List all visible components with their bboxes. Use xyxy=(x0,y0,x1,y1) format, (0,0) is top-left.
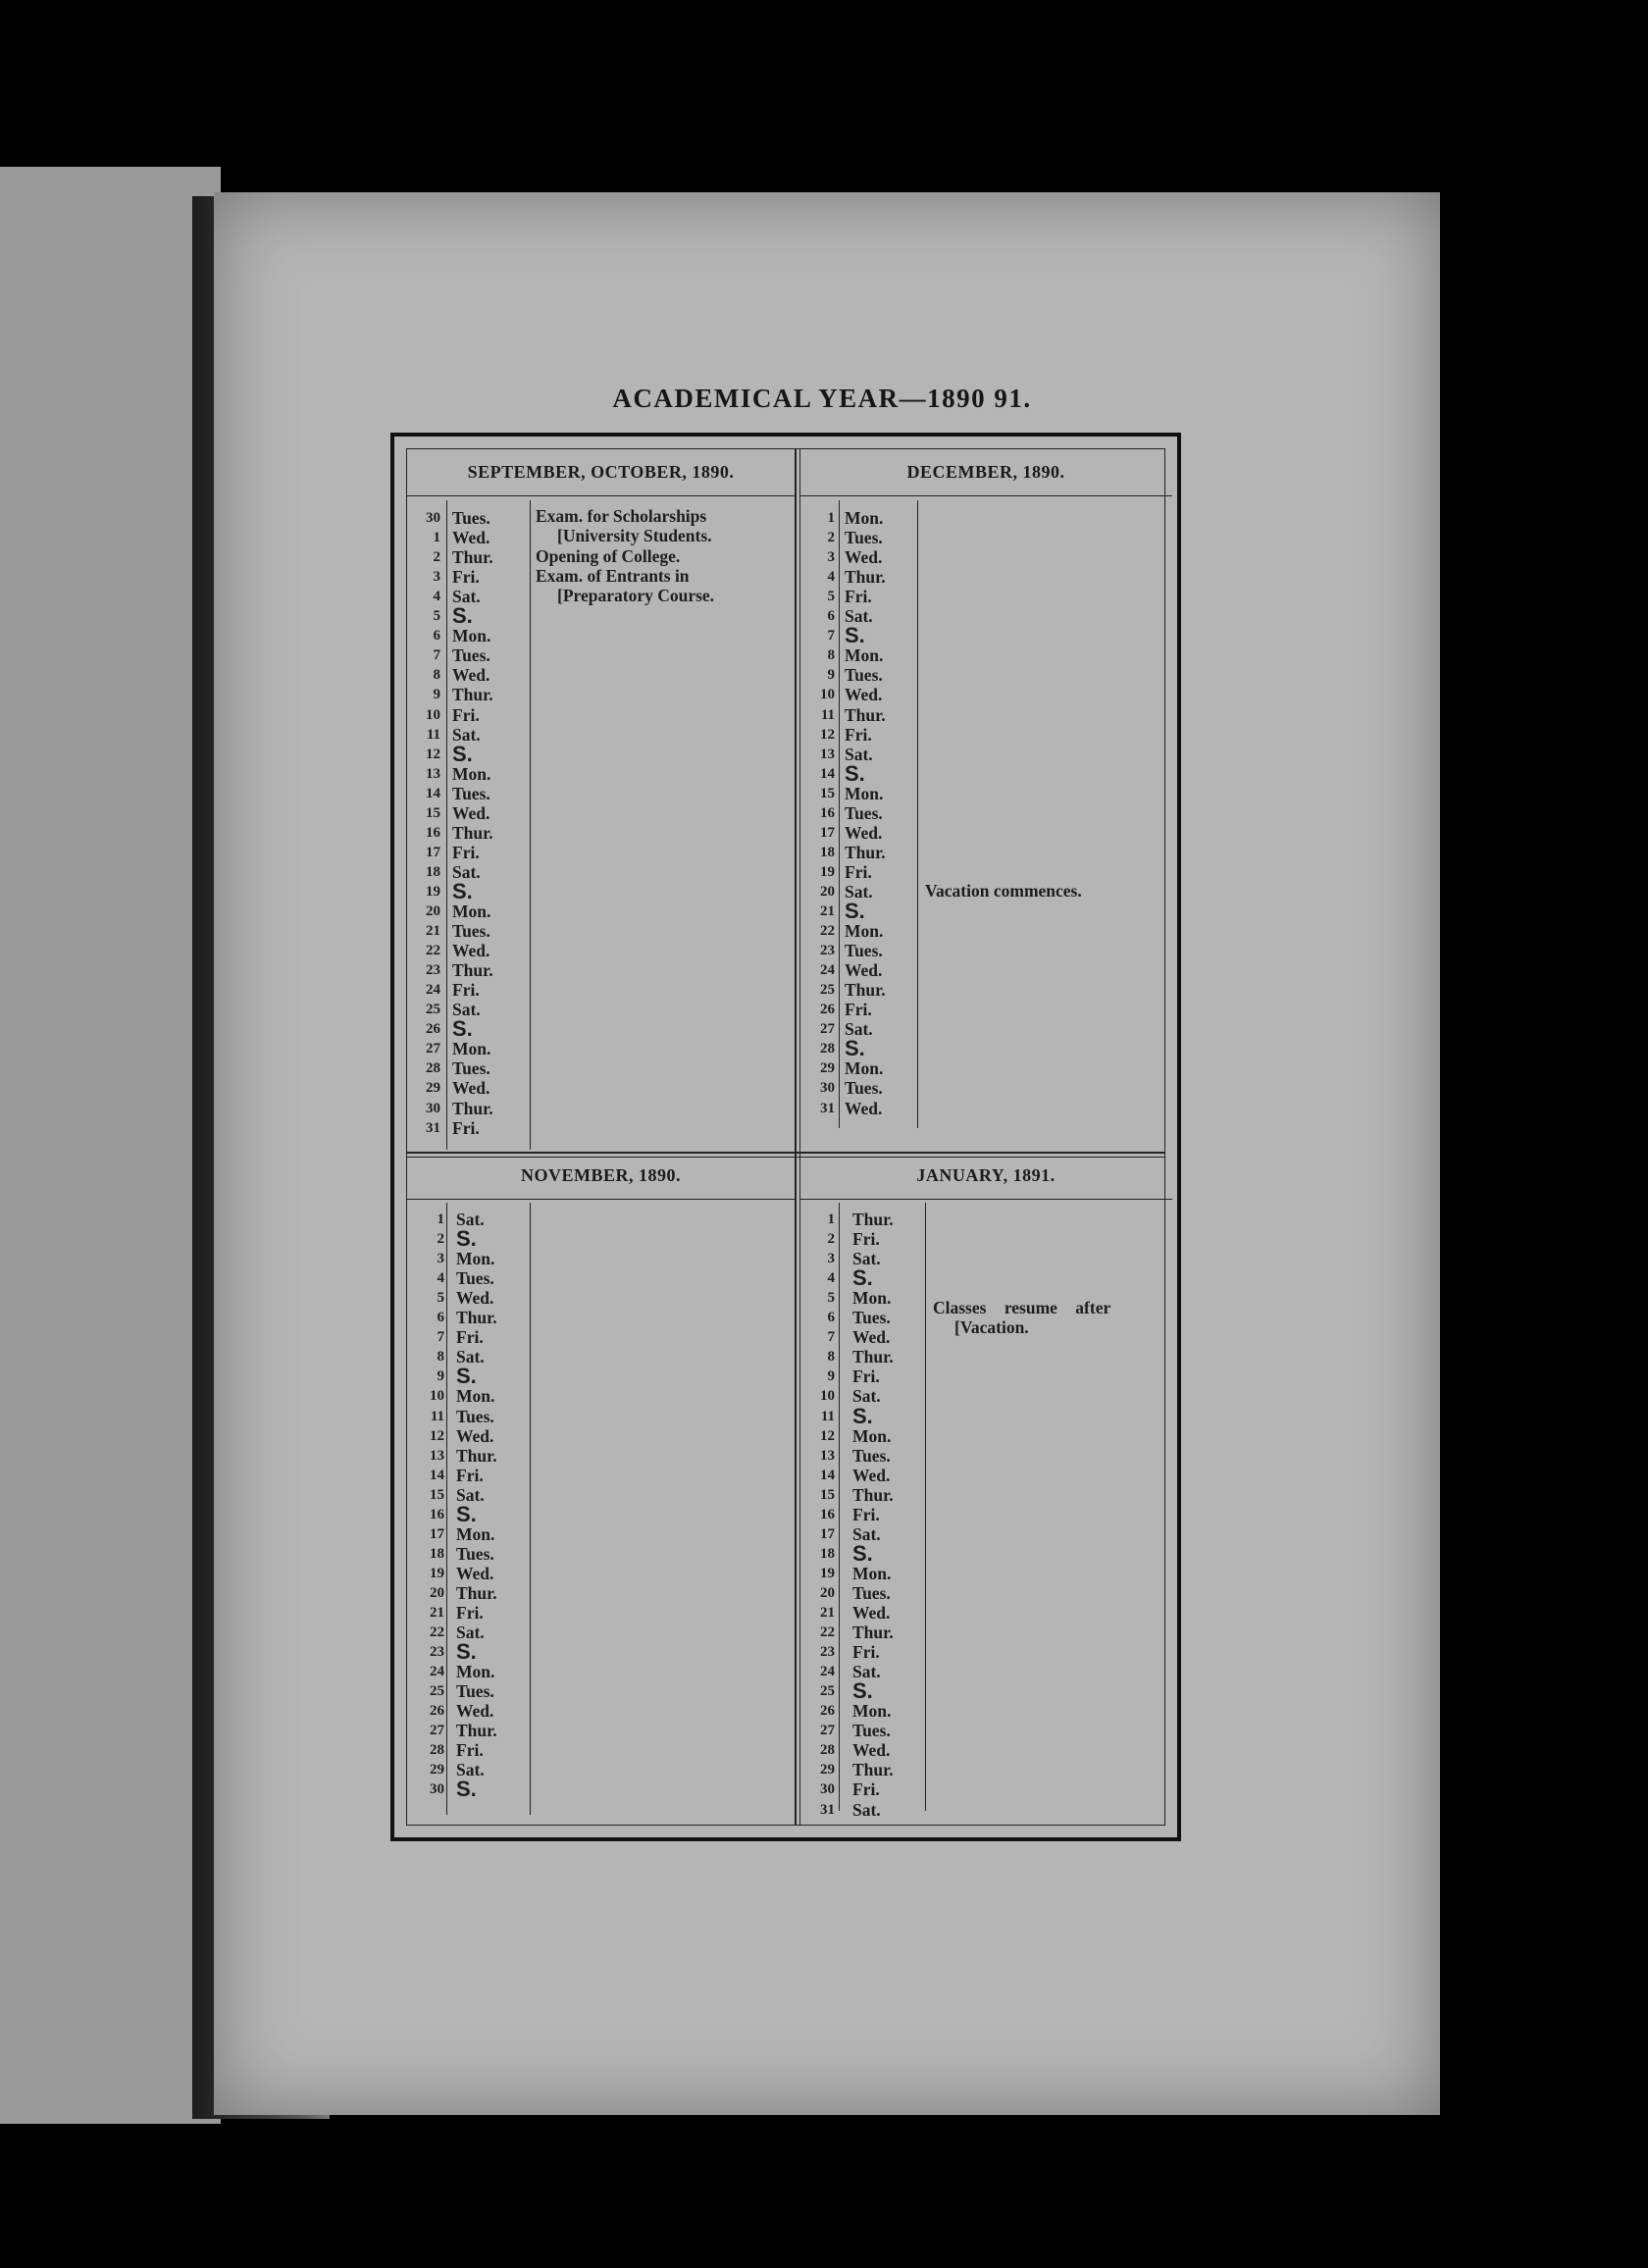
weekday: Sat. xyxy=(852,1386,881,1407)
weekday: Sat. xyxy=(452,1000,481,1020)
weekday: Thur. xyxy=(456,1308,497,1328)
day-number: 22 xyxy=(430,1624,444,1641)
day-number: 17 xyxy=(426,844,440,860)
weekday: Tues. xyxy=(452,645,490,666)
weekday: Sat. xyxy=(456,1210,485,1229)
day-number: 6 xyxy=(827,1310,835,1326)
weekday: Mon. xyxy=(452,626,491,646)
weekday: Fri. xyxy=(456,1327,484,1348)
day-number: 3 xyxy=(433,569,440,586)
weekday: Wed. xyxy=(852,1740,891,1761)
day-number: 9 xyxy=(827,1368,835,1385)
day-number: 19 xyxy=(430,1565,444,1581)
weekday: Thur. xyxy=(452,547,493,568)
day-number: 26 xyxy=(820,1002,835,1018)
weekday: Tues. xyxy=(452,1058,490,1079)
weekday: Wed. xyxy=(845,1098,883,1118)
day-number: 24 xyxy=(820,962,835,979)
weekday: Fri. xyxy=(852,1642,880,1663)
heading-rule xyxy=(407,495,795,496)
day-number: 18 xyxy=(820,1545,835,1562)
day-number: 21 xyxy=(820,1605,835,1621)
weekday: Mon. xyxy=(852,1288,892,1309)
day-number: 19 xyxy=(820,1565,835,1581)
day-number: 23 xyxy=(426,962,440,979)
day-number: 16 xyxy=(430,1506,444,1522)
weekday: Fri. xyxy=(456,1603,484,1623)
weekday: Tues. xyxy=(452,921,490,942)
day-number: 10 xyxy=(820,687,835,703)
day-number: 1 xyxy=(827,510,835,526)
weekday: Fri. xyxy=(845,861,872,882)
day-number: 27 xyxy=(430,1723,444,1739)
column-rule xyxy=(446,500,447,1150)
weekday: Thur. xyxy=(452,1098,493,1118)
weekday: Thur. xyxy=(456,1721,497,1741)
weekday: S. xyxy=(452,741,473,766)
weekday: Tues. xyxy=(456,1543,494,1564)
day-number: 24 xyxy=(426,982,440,999)
day-number: 17 xyxy=(820,824,835,841)
weekday: S. xyxy=(456,1639,477,1665)
day-number: 11 xyxy=(430,1408,444,1424)
weekday: Fri. xyxy=(852,1366,880,1387)
page-title: ACADEMICAL YEAR—1890 91. xyxy=(612,384,1032,413)
weekday: Wed. xyxy=(456,1701,494,1722)
heading-rule xyxy=(407,1199,795,1200)
day-number: 19 xyxy=(426,883,440,900)
day-number: 12 xyxy=(430,1427,444,1444)
weekday: Sat. xyxy=(852,1662,881,1682)
heading-rule xyxy=(799,1199,1172,1200)
day-number: 25 xyxy=(426,1002,440,1018)
day-number: 13 xyxy=(820,746,835,762)
day-number: 21 xyxy=(430,1605,444,1621)
day-number: 30 xyxy=(426,510,440,526)
weekday: Fri. xyxy=(452,567,480,588)
weekday: Tues. xyxy=(456,1406,494,1426)
weekday: Tues. xyxy=(456,1268,494,1289)
day-number: 15 xyxy=(426,804,440,821)
weekday: Thur. xyxy=(452,960,493,981)
day-number: 10 xyxy=(430,1388,444,1405)
day-number: 4 xyxy=(437,1270,444,1287)
day-number: 9 xyxy=(433,687,440,703)
weekday: Tues. xyxy=(845,528,883,548)
day-number: 26 xyxy=(426,1021,440,1038)
day-number: 30 xyxy=(820,1781,835,1798)
day-number: 4 xyxy=(827,1270,835,1287)
weekday: Mon. xyxy=(456,1662,495,1682)
day-number: 13 xyxy=(430,1447,444,1464)
weekday: Thur. xyxy=(845,842,886,862)
day-number: 31 xyxy=(820,1801,835,1818)
day-number: 3 xyxy=(827,1251,835,1267)
weekday: Wed. xyxy=(456,1425,494,1446)
weekday: Sat. xyxy=(845,606,873,627)
weekday: Tues. xyxy=(845,941,883,961)
day-number: 27 xyxy=(426,1041,440,1057)
weekday: S. xyxy=(845,899,865,923)
weekday: S. xyxy=(452,603,473,629)
day-number: 7 xyxy=(827,628,835,644)
day-number: 2 xyxy=(827,1231,835,1248)
weekday: Sat. xyxy=(456,1484,485,1505)
day-number: 17 xyxy=(820,1525,835,1542)
weekday: Tues. xyxy=(852,1721,891,1741)
day-number: 5 xyxy=(437,1290,444,1307)
weekday: Mon. xyxy=(845,783,884,803)
weekday: Mon. xyxy=(452,763,491,784)
weekday: Tues. xyxy=(452,508,490,528)
weekday: Fri. xyxy=(452,704,480,725)
column-rule xyxy=(839,1203,840,1811)
weekday: Mon. xyxy=(852,1701,892,1722)
day-number: 23 xyxy=(430,1644,444,1661)
day-number: 31 xyxy=(426,1119,440,1136)
day-number: 8 xyxy=(437,1349,444,1366)
calendar-table xyxy=(406,448,1165,1826)
weekday: Tues. xyxy=(452,783,490,803)
calendar-note: Exam. of Entrants in xyxy=(536,565,690,586)
weekday: Sat. xyxy=(452,587,481,607)
calendar-note: [Preparatory Course. xyxy=(557,586,715,606)
day-number: 30 xyxy=(820,1080,835,1097)
weekday: Mon. xyxy=(845,1058,884,1079)
month-heading-november: NOVEMBER, 1890. xyxy=(520,1165,681,1185)
weekday: Tues. xyxy=(852,1445,891,1466)
day-number: 1 xyxy=(437,1211,444,1227)
weekday: Wed. xyxy=(845,685,883,705)
weekday: Tues. xyxy=(852,1308,891,1328)
calendar-note: Exam. for Scholarships xyxy=(536,506,707,526)
day-number: 29 xyxy=(820,1060,835,1077)
weekday: Sat. xyxy=(452,724,481,745)
middle-divider xyxy=(407,1152,1164,1158)
weekday: S. xyxy=(852,1403,873,1428)
column-rule xyxy=(917,500,918,1128)
day-number: 14 xyxy=(820,765,835,782)
day-number: 15 xyxy=(820,1486,835,1503)
day-number: 9 xyxy=(827,667,835,684)
weekday: Fri. xyxy=(852,1504,880,1524)
weekday: Wed. xyxy=(456,1563,494,1583)
weekday: Thur. xyxy=(852,1760,894,1780)
weekday: Thur. xyxy=(852,1210,894,1229)
day-number: 24 xyxy=(820,1664,835,1680)
day-number: 9 xyxy=(437,1368,444,1385)
weekday: S. xyxy=(852,1540,873,1566)
day-number: 2 xyxy=(433,549,440,566)
weekday: Thur. xyxy=(852,1347,894,1367)
weekday: Thur. xyxy=(452,685,493,705)
weekday: Thur. xyxy=(852,1484,894,1505)
day-number: 16 xyxy=(820,804,835,821)
day-number: 14 xyxy=(820,1467,835,1483)
day-number: 15 xyxy=(430,1486,444,1503)
day-number: 22 xyxy=(426,943,440,959)
day-number: 8 xyxy=(433,667,440,684)
weekday: Fri. xyxy=(452,842,480,862)
day-number: 3 xyxy=(827,549,835,566)
day-number: 26 xyxy=(820,1703,835,1720)
day-number: 11 xyxy=(426,726,440,743)
column-rule xyxy=(530,500,531,1150)
day-number: 20 xyxy=(820,883,835,900)
weekday: S. xyxy=(456,1777,477,1802)
calendar-note: Opening of College. xyxy=(536,545,681,566)
weekday: Thur. xyxy=(456,1582,497,1603)
weekday: S. xyxy=(852,1265,873,1291)
weekday: S. xyxy=(852,1678,873,1704)
left-page xyxy=(0,167,221,2124)
day-number: 24 xyxy=(430,1664,444,1680)
weekday: Wed. xyxy=(452,941,490,961)
weekday: Mon. xyxy=(452,902,491,921)
weekday: Mon. xyxy=(452,1039,491,1059)
day-number: 16 xyxy=(426,824,440,841)
weekday: Sat. xyxy=(456,1623,485,1643)
day-number: 21 xyxy=(426,923,440,940)
weekday: Mon. xyxy=(456,1249,495,1269)
weekday: Wed. xyxy=(852,1603,891,1623)
day-number: 6 xyxy=(437,1310,444,1326)
weekday: Sat. xyxy=(852,1799,881,1820)
weekday: S. xyxy=(452,878,473,903)
weekday: S. xyxy=(456,1364,477,1389)
day-number: 8 xyxy=(827,1349,835,1366)
weekday: Fri. xyxy=(452,1117,480,1138)
day-number: 1 xyxy=(827,1211,835,1227)
weekday: S. xyxy=(456,1226,477,1252)
month-heading-january: JANUARY, 1891. xyxy=(916,1165,1056,1185)
weekday: Fri. xyxy=(852,1229,880,1250)
weekday: Wed. xyxy=(452,802,490,823)
day-number: 14 xyxy=(430,1467,444,1483)
day-number: 28 xyxy=(820,1742,835,1759)
weekday: Wed. xyxy=(852,1327,891,1348)
calendar-note: Classes resume after xyxy=(933,1298,1111,1317)
heading-rule xyxy=(799,495,1172,496)
weekday: Sat. xyxy=(456,1760,485,1780)
day-number: 22 xyxy=(820,1624,835,1641)
center-divider xyxy=(795,449,800,1825)
day-number: 10 xyxy=(426,706,440,723)
weekday: Mon. xyxy=(845,645,884,666)
weekday: Mon. xyxy=(852,1563,892,1583)
weekday: S. xyxy=(845,760,865,786)
day-number: 25 xyxy=(820,1683,835,1700)
weekday: Wed. xyxy=(452,665,490,686)
day-number: 27 xyxy=(820,1723,835,1739)
day-number: 18 xyxy=(426,863,440,880)
weekday: Wed. xyxy=(452,1078,490,1099)
weekday: Wed. xyxy=(845,822,883,843)
day-number: 18 xyxy=(430,1545,444,1562)
weekday: Wed. xyxy=(852,1465,891,1485)
column-rule xyxy=(839,500,840,1128)
day-number: 15 xyxy=(820,785,835,801)
day-number: 2 xyxy=(437,1231,444,1248)
day-number: 4 xyxy=(827,569,835,586)
day-number: 13 xyxy=(426,765,440,782)
weekday: Sat. xyxy=(845,1019,873,1040)
weekday: Thur. xyxy=(852,1623,894,1643)
weekday: Thur. xyxy=(845,704,886,725)
weekday: Thur. xyxy=(845,980,886,1001)
column-rule xyxy=(446,1203,447,1815)
day-number: 30 xyxy=(426,1100,440,1116)
day-number: 12 xyxy=(426,746,440,762)
day-number: 29 xyxy=(426,1080,440,1097)
weekday: Thur. xyxy=(452,822,493,843)
weekday: Fri. xyxy=(845,1000,872,1020)
weekday: Fri. xyxy=(452,980,480,1001)
weekday: Tues. xyxy=(456,1681,494,1702)
day-number: 25 xyxy=(430,1683,444,1700)
day-number: 12 xyxy=(820,1427,835,1444)
day-number: 29 xyxy=(820,1762,835,1778)
weekday: Wed. xyxy=(845,547,883,568)
day-number: 18 xyxy=(820,844,835,860)
day-number: 11 xyxy=(820,706,835,723)
weekday: Fri. xyxy=(845,724,872,745)
day-number: 12 xyxy=(820,726,835,743)
day-number: 27 xyxy=(820,1021,835,1038)
day-number: 8 xyxy=(827,647,835,664)
weekday: S. xyxy=(845,1036,865,1061)
weekday: Tues. xyxy=(845,1078,883,1099)
day-number: 11 xyxy=(820,1408,835,1424)
day-number: 3 xyxy=(437,1251,444,1267)
day-number: 10 xyxy=(820,1388,835,1405)
day-number: 20 xyxy=(820,1584,835,1601)
day-number: 5 xyxy=(827,589,835,605)
month-heading-december: DECEMBER, 1890. xyxy=(906,462,1065,482)
weekday: Tues. xyxy=(845,802,883,823)
weekday: Mon. xyxy=(852,1425,892,1446)
day-number: 23 xyxy=(820,1644,835,1661)
weekday: Wed. xyxy=(452,528,490,548)
weekday: Tues. xyxy=(845,665,883,686)
day-number: 29 xyxy=(430,1762,444,1778)
weekday: Sat. xyxy=(852,1523,881,1544)
weekday: S. xyxy=(456,1501,477,1526)
weekday: Mon. xyxy=(845,921,884,942)
weekday: Sat. xyxy=(452,861,481,882)
weekday: Mon. xyxy=(456,1523,495,1544)
column-rule xyxy=(925,1203,926,1811)
day-number: 6 xyxy=(827,608,835,625)
weekday: Sat. xyxy=(456,1347,485,1367)
day-number: 7 xyxy=(827,1329,835,1346)
weekday: Thur. xyxy=(456,1445,497,1466)
calendar-note: [Vacation. xyxy=(954,1317,1029,1338)
day-number: 28 xyxy=(820,1041,835,1057)
day-number: 20 xyxy=(430,1584,444,1601)
weekday: S. xyxy=(452,1016,473,1042)
weekday: Sat. xyxy=(845,881,873,902)
weekday: Fri. xyxy=(845,587,872,607)
weekday: Wed. xyxy=(845,960,883,981)
day-number: 28 xyxy=(426,1060,440,1077)
day-number: 5 xyxy=(433,608,440,625)
day-number: 17 xyxy=(430,1525,444,1542)
day-number: 25 xyxy=(820,982,835,999)
day-number: 30 xyxy=(430,1781,444,1798)
day-number: 26 xyxy=(430,1703,444,1720)
calendar-page xyxy=(214,192,1440,2115)
day-number: 20 xyxy=(426,903,440,919)
day-number: 21 xyxy=(820,903,835,919)
column-rule xyxy=(530,1203,531,1815)
month-heading-sep-oct: SEPTEMBER, OCTOBER, 1890. xyxy=(467,462,735,482)
day-number: 23 xyxy=(820,943,835,959)
weekday: Sat. xyxy=(845,744,873,764)
weekday: Tues. xyxy=(852,1582,891,1603)
day-number: 13 xyxy=(820,1447,835,1464)
day-number: 16 xyxy=(820,1506,835,1522)
day-number: 7 xyxy=(433,647,440,664)
day-number: 5 xyxy=(827,1290,835,1307)
day-number: 14 xyxy=(426,785,440,801)
weekday: Wed. xyxy=(456,1288,494,1309)
day-number: 4 xyxy=(433,589,440,605)
day-number: 2 xyxy=(827,530,835,546)
weekday: Fri. xyxy=(852,1779,880,1800)
weekday: Fri. xyxy=(456,1465,484,1485)
calendar-note: [University Students. xyxy=(557,526,712,546)
calendar-table-frame xyxy=(390,433,1181,1841)
day-number: 22 xyxy=(820,923,835,940)
day-number: 28 xyxy=(430,1742,444,1759)
weekday: Sat. xyxy=(852,1249,881,1269)
day-number: 1 xyxy=(433,530,440,546)
day-number: 6 xyxy=(433,628,440,644)
weekday: S. xyxy=(845,623,865,648)
day-number: 31 xyxy=(820,1100,835,1116)
weekday: Mon. xyxy=(456,1386,495,1407)
calendar-note: Vacation commences. xyxy=(925,881,1082,901)
day-number: 7 xyxy=(437,1329,444,1346)
weekday: Thur. xyxy=(845,567,886,588)
weekday: Fri. xyxy=(456,1740,484,1761)
day-number: 19 xyxy=(820,863,835,880)
weekday: Mon. xyxy=(845,508,884,528)
